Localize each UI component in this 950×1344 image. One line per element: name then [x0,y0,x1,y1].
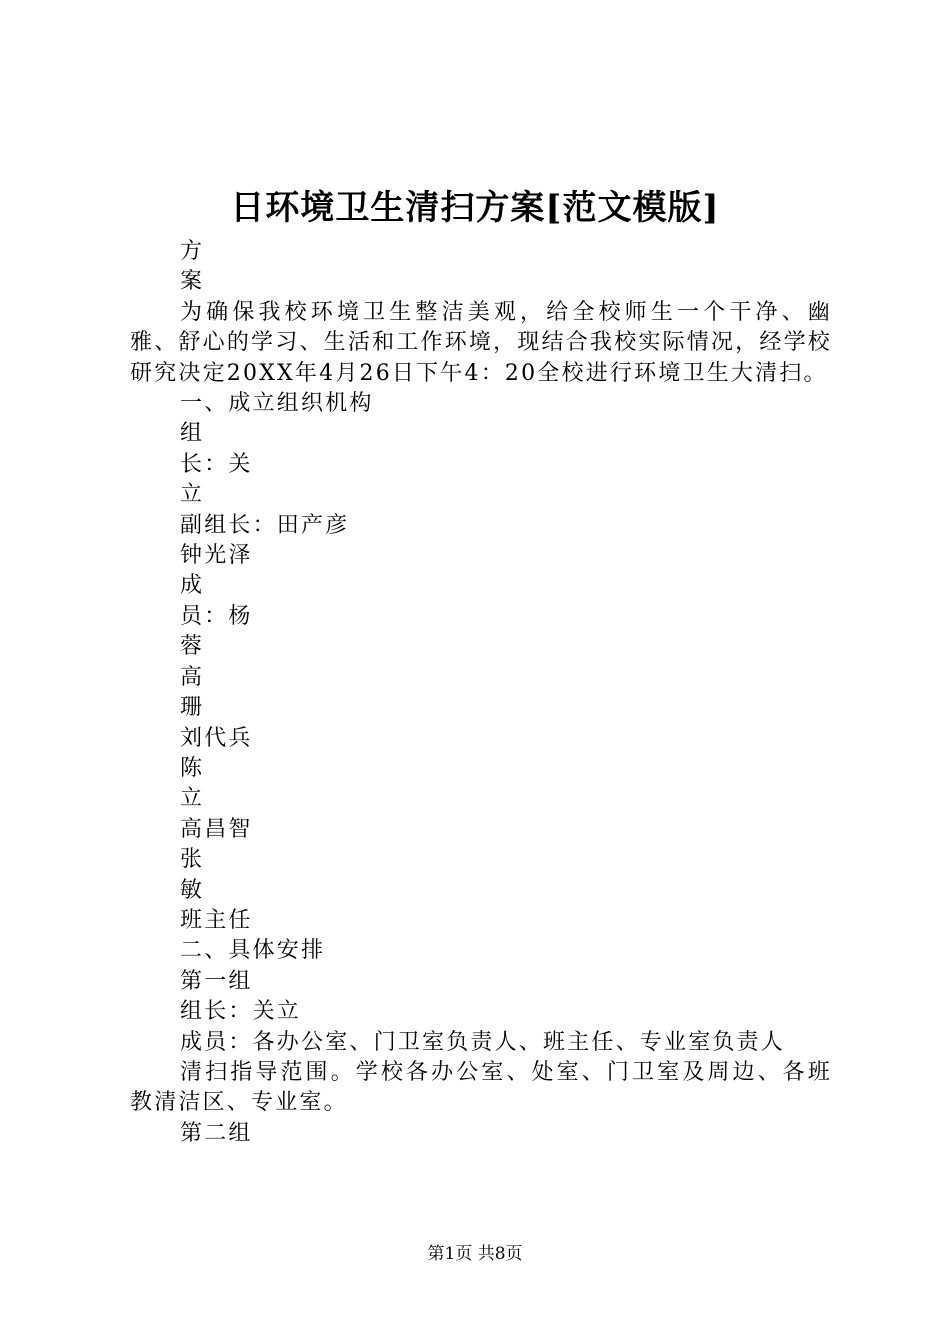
text-line: 长：关 [180,451,253,477]
text-line: 敏 [180,877,205,903]
text-line: 立 [180,482,205,508]
text-line: 组 [180,421,205,447]
document-body [130,237,832,1149]
text-line: 成员：各办公室、门卫室负责人、班主任、专业室负责人 [180,1029,786,1055]
text-line: 高 [180,664,205,690]
text-line: 珊 [180,695,205,721]
text-line: 第一组 [180,968,253,994]
text-line: 员：杨 [180,603,253,629]
text-line: 高昌智 [180,816,253,842]
text-line: 方 [180,239,205,264]
document-title: 日环境卫生清扫方案[范文模版] [230,188,720,228]
text-line: 副组长：田产彦 [180,512,350,538]
text-line: 陈 [180,755,205,781]
text-line: 班主任 [180,907,253,933]
section-heading-arrangement: 二、具体安排 [180,938,326,964]
section-heading-organization: 一、成立组织机构 [180,391,374,417]
text-line: 立 [180,786,205,812]
scope-paragraph: 清扫指导范围。学校各办公室、处室、门卫室及周边、各班教清洁区、专业室。 [130,1059,832,1116]
intro-paragraph: 为确保我校环境卫生整洁美观，给全校师生一个干净、幽雅、舒心的学习、生活和工作环境，现结合我校实际情况，经学校研究决定20XX年4月26日下午4：20全校进行环境卫生大清扫。 [130,299,832,386]
text-line: 张 [180,847,205,873]
text-line: 第二组 [180,1120,253,1146]
text-line: 蓉 [180,634,205,660]
text-line: 案 [180,269,205,295]
text-line: 钟光泽 [180,543,253,569]
text-line: 成 [180,573,205,599]
page-footer: 第1页 共8页 [427,1244,523,1264]
text-line: 组长：关立 [180,999,302,1025]
text-line: 刘代兵 [180,725,253,751]
